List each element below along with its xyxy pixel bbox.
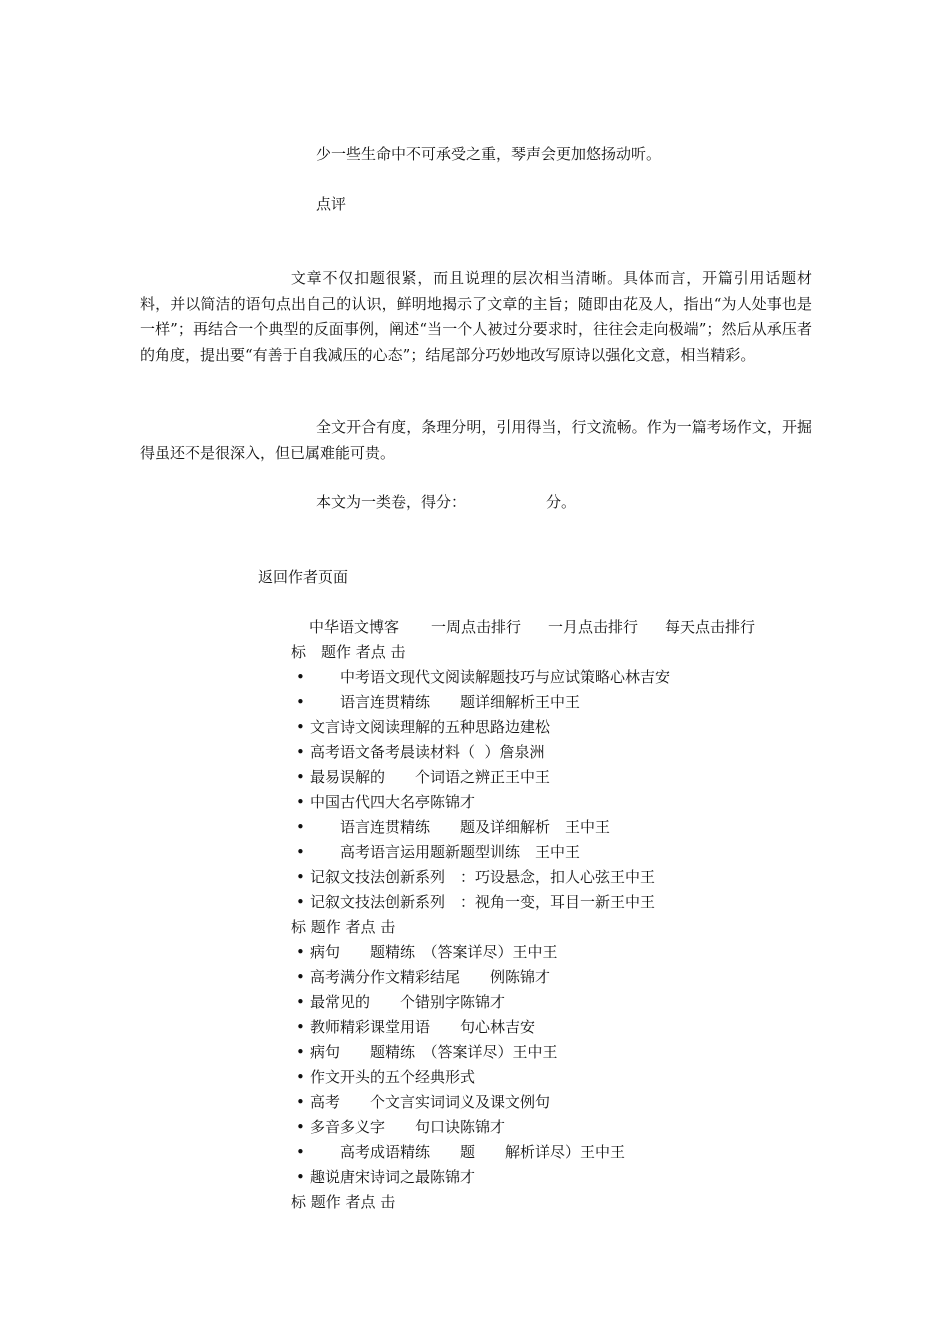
list-item[interactable]: • 语言连贯精练 题及详细解析 王中王 [296, 818, 611, 836]
list-item[interactable]: • 最常见的 个错别字陈锦才 [296, 993, 506, 1011]
bullet-icon: • [296, 818, 305, 836]
list-item[interactable]: • 趣说唐宋诗词之最陈锦才 [296, 1168, 476, 1186]
bullet-icon: • [296, 718, 305, 736]
back-to-author-link[interactable]: 返回作者页面 [258, 568, 349, 586]
bullet-icon: • [296, 1043, 305, 1061]
review-paragraph-2: 全文开合有度，条理分明，引用得当，行文流畅。作为一篇考场作文，开掘得虽还不是很深入，但已属难能可贵。 [140, 418, 812, 462]
bullet-icon: • [296, 668, 305, 686]
nav-daily-rank-link[interactable]: 每天点击排行 [665, 618, 756, 636]
bullet-icon: • [296, 743, 305, 761]
score-suffix: 分。 [546, 493, 577, 511]
list-item[interactable]: • 语言连贯精练 题详细解析王中王 [296, 693, 581, 711]
nav-blog-link[interactable]: 中华语文博客 [309, 618, 400, 636]
bullet-icon: • [296, 868, 305, 886]
bullet-icon: • [296, 943, 305, 961]
list-item[interactable]: • 高考 个文言实词词义及课文例句 [296, 1093, 551, 1111]
table-header-3: 标 题作 者点 击 [291, 1193, 396, 1211]
bullet-icon: • [296, 693, 305, 711]
nav-row [309, 616, 755, 638]
list-item[interactable]: • 最易误解的 个词语之辨正王中王 [296, 768, 551, 786]
bullet-icon: • [296, 968, 305, 986]
essay-closing-line: 少一些生命中不可承受之重，琴声会更加悠扬动听。 [316, 145, 662, 163]
list-item[interactable]: • 文言诗文阅读理解的五种思路边建松 [296, 718, 551, 736]
score-prefix: 本文为一类卷，得分： [316, 493, 467, 511]
list-item[interactable]: • 记叙文技法创新系列 ：巧设悬念，扣人心弦王中王 [296, 868, 656, 886]
list-item[interactable]: • 中国古代四大名亭陈锦才 [296, 793, 476, 811]
nav-weekly-rank-link[interactable]: 一周点击排行 [431, 618, 522, 636]
bullet-icon: • [296, 793, 305, 811]
bullet-icon: • [296, 768, 305, 786]
table-header-2: 标 题作 者点 击 [291, 918, 396, 936]
list-item[interactable]: • 病句 题精练 （答案详尽）王中王 [296, 943, 558, 961]
bullet-icon: • [296, 1093, 305, 1111]
bullet-icon: • [296, 1068, 305, 1086]
list-item[interactable]: • 记叙文技法创新系列 ：视角一变，耳目一新王中王 [296, 893, 656, 911]
list-item[interactable]: • 教师精彩课堂用语 句心林吉安 [296, 1018, 536, 1036]
review-paragraph-1: 文章不仅扣题很紧，而且说理的层次相当清晰。具体而言，开篇引用话题材料，并以简洁的语句点出自己的认识，鲜明地揭示了文章的主旨；随即由花及人，指出“为人处事也是一样”；再结合一个典型的反面事例，阐述“当一个人被过分要求时，往往会走向极端”；然后从承压者的角度，提出要“有善于自我减压的心态”；结尾部分巧妙地改写原诗以强化文意，相当精彩。 [140, 269, 812, 364]
list-item[interactable]: • 多音多义字 句口诀陈锦才 [296, 1118, 506, 1136]
list-item[interactable]: • 高考语言运用题新题型训练 王中王 [296, 843, 581, 861]
list-item[interactable]: • 中考语文现代文阅读解题技巧与应试策略心林吉安 [296, 668, 671, 686]
list-item[interactable]: • 作文开头的五个经典形式 [296, 1068, 476, 1086]
nav-monthly-rank-link[interactable]: 一月点击排行 [548, 618, 639, 636]
bullet-icon: • [296, 1118, 305, 1136]
table-header-1: 标 题作 者点 击 [291, 643, 406, 661]
bullet-icon: • [296, 893, 305, 911]
bullet-icon: • [296, 993, 305, 1011]
review-heading: 点评 [316, 195, 347, 213]
score-line [316, 491, 576, 513]
bullet-icon: • [296, 843, 305, 861]
list-item[interactable]: • 高考语文备考晨读材料（ ）詹泉洲 [296, 743, 545, 761]
bullet-icon: • [296, 1018, 305, 1036]
list-item[interactable]: • 高考成语精练 题 解析详尽）王中王 [296, 1143, 626, 1161]
bullet-icon: • [296, 1168, 305, 1186]
list-item[interactable]: • 高考满分作文精彩结尾 例陈锦才 [296, 968, 551, 986]
bullet-icon: • [296, 1143, 305, 1161]
list-item[interactable]: • 病句 题精练 （答案详尽）王中王 [296, 1043, 558, 1061]
